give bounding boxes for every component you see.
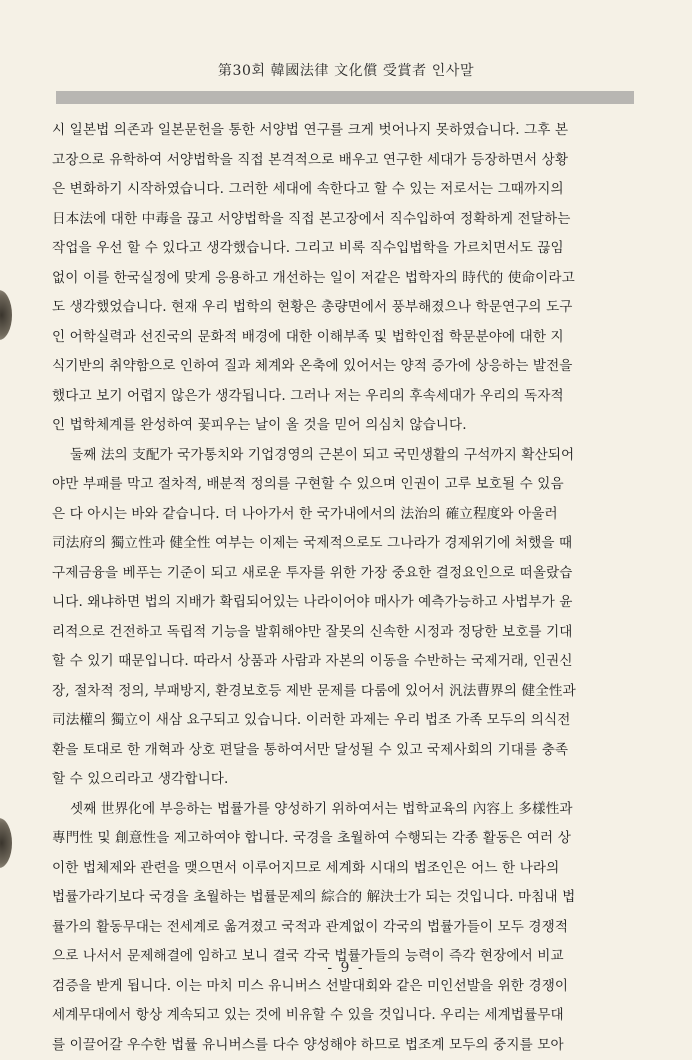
text-line: 작업을 우선 할 수 있다고 생각했습니다. 그리고 비록 직수입법학을 가르치면서도 끊임: [52, 234, 636, 264]
text-line: 리적으로 건전하고 독립적 기능을 발휘해야만 잘못의 신속한 시정과 정당한 보호를 기대: [52, 618, 636, 648]
text-line: 를 이끌어갈 우수한 법률 유니버스를 다수 양성해야 하므로 법조계 모두의 중지를 모아: [52, 1031, 636, 1060]
text-line: 인 법학체계를 완성하여 꽃피우는 날이 올 것을 믿어 의심치 않습니다.: [52, 411, 636, 441]
text-line: 했다고 보기 어렵지 않은가 생각됩니다. 그러나 저는 우리의 후속세대가 우리의 독자적: [52, 382, 636, 412]
text-line: 司法府의 獨立性과 健全性 여부는 이제는 국제적으로도 그나라가 경제위기에 처했을 때: [52, 529, 636, 559]
text-line: 시 일본법 의존과 일본문헌을 통한 서양법 연구를 크게 벗어나지 못하였습니다. 그후 본: [52, 116, 636, 146]
text-line: 야만 부패를 막고 절차적, 배분적 정의를 구현할 수 있으며 인권이 고루 보호될 수 있음: [52, 470, 636, 500]
text-line: 셋째 世界化에 부응하는 법률가를 양성하기 위하여서는 법학교육의 內容上 多樣性과: [52, 795, 636, 825]
text-line: 구제금융을 베푸는 기준이 되고 새로운 투자를 위한 가장 중요한 결정요인으로 떠올랐습: [52, 559, 636, 589]
text-line: 식기반의 취약함으로 인하여 질과 체계와 온축에 있어서는 양적 증가에 상응하는 발전을: [52, 352, 636, 382]
text-line: 법률가라기보다 국경을 초월하는 법률문제의 綜合的 解決士가 되는 것입니다. 마침내 법: [52, 883, 636, 913]
text-line: 할 수 있으리라고 생각합니다.: [52, 765, 636, 795]
running-header: 第30회 韓國法律 文化償 受賞者 인사말: [56, 60, 636, 80]
paragraph: [52, 116, 636, 441]
text-line: 둘째 法의 支配가 국가통치와 기업경영의 근본이 되고 국민생활의 구석까지 확산되어: [52, 441, 636, 471]
text-line: 인 어학실력과 선진국의 문화적 배경에 대한 이해부족 및 법학인접 학문분야에 대한 지: [52, 323, 636, 353]
text-line: 니다. 왜냐하면 법의 지배가 확립되어있는 나라이어야 매사가 예측가능하고 사법부가 윤: [52, 588, 636, 618]
text-line: 司法權의 獨立이 새삼 요구되고 있습니다. 이러한 과제는 우리 법조 가족 모두의 의식전: [52, 706, 636, 736]
text-line: 고장으로 유학하여 서양법학을 직접 본격적으로 배우고 연구한 세대가 등장하면서 상황: [52, 146, 636, 176]
page-number: - 9 -: [0, 960, 692, 976]
text-line: 검증을 받게 됩니다. 이는 마치 미스 유니버스 선발대회와 같은 미인선발을 위한 경쟁이: [52, 972, 636, 1002]
binder-hole: [0, 818, 12, 868]
paragraph: [52, 441, 636, 795]
text-line: 도 생각했었습니다. 현재 우리 법학의 현황은 총량면에서 풍부해졌으나 학문연구의 도구: [52, 293, 636, 323]
text-line: 專門性 및 創意性을 제고하여야 합니다. 국경을 초월하여 수행되는 각종 활동은 여러 상: [52, 824, 636, 854]
text-line: 할 수 있기 때문입니다. 따라서 상품과 사람과 자본의 이동을 수반하는 국제거래, 인권신: [52, 647, 636, 677]
text-line: 은 다 아시는 바와 같습니다. 더 나아가서 한 국가내에서의 法治의 確立程度와 아울러: [52, 500, 636, 530]
text-line: 日本法에 대한 中毒을 끊고 서양법학을 직접 본고장에서 직수입하여 정확하게 전달하는: [52, 205, 636, 235]
text-line: 환을 토대로 한 개혁과 상호 편달을 통하여서만 달성될 수 있고 국제사회의 기대를 충족: [52, 736, 636, 766]
text-line: 이한 법체제와 관련을 맺으면서 이루어지므로 세계화 시대의 법조인은 어느 한 나라의: [52, 854, 636, 884]
text-line: 없이 이를 한국실정에 맞게 응용하고 개선하는 일이 저같은 법학자의 時代的 使命이라고: [52, 264, 636, 294]
text-line: 세계무대에서 항상 계속되고 있는 것에 비유할 수 있을 것입니다. 우리는 세계법률무대: [52, 1001, 636, 1031]
text-line: 장, 절차적 정의, 부패방지, 환경보호등 제반 문제를 다룸에 있어서 汎法曹界의 健全性과: [52, 677, 636, 707]
text-line: 으로 나서서 문제해결에 임하고 보니 결국 각국 법률가들의 능력이 즉각 현장에서 비교: [52, 942, 636, 972]
text-line: 률가의 활동무대는 전세계로 옮겨졌고 국적과 관계없이 각국의 법률가들이 모두 경쟁적: [52, 913, 636, 943]
header-rule: [56, 91, 634, 104]
binder-hole: [0, 290, 12, 340]
body-text: [52, 116, 636, 1060]
paragraph: [52, 795, 636, 1060]
text-line: 은 변화하기 시작하였습니다. 그러한 세대에 속한다고 할 수 있는 저로서는 그때까지의: [52, 175, 636, 205]
